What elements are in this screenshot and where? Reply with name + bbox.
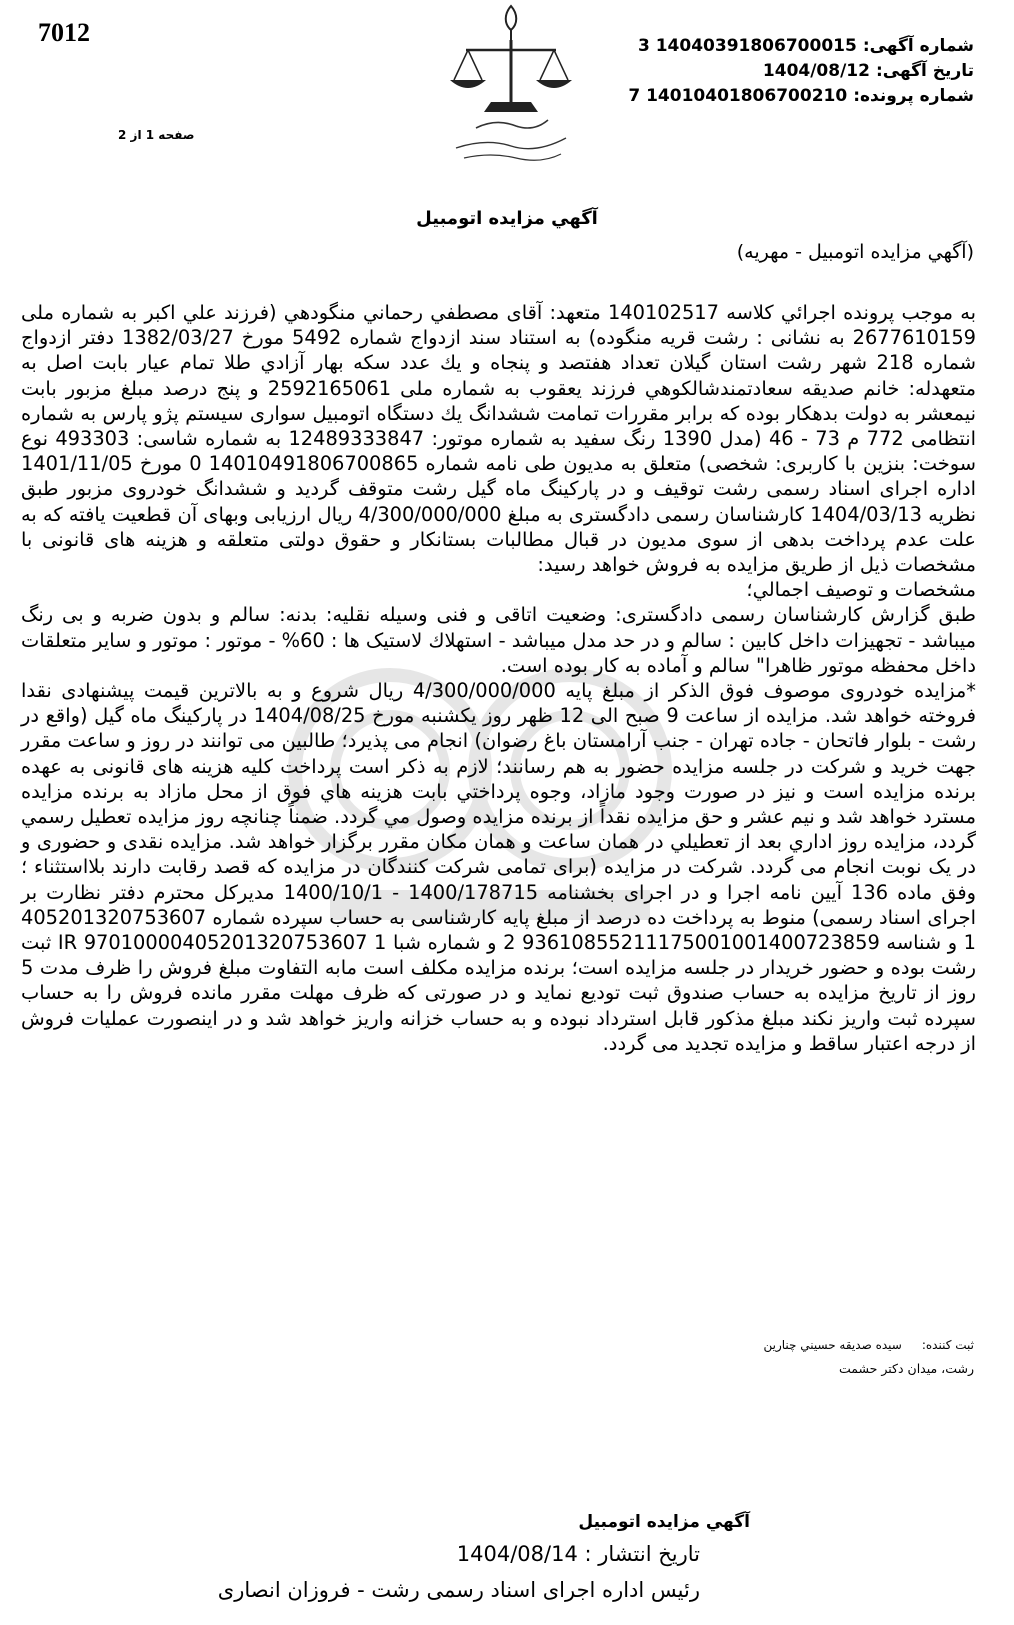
ad-date-value: 1404/08/12 <box>762 61 870 81</box>
ad-code: 7012 <box>38 18 90 47</box>
notice-body <box>21 300 976 1056</box>
registrar-name: سيده صديقه حسيني چنارين <box>763 1338 902 1352</box>
ad-metadata <box>594 34 974 109</box>
ad-number-row <box>594 34 974 59</box>
signatory: رئيس اداره اجرای اسناد رسمی رشت - فروزان انصاری <box>217 1578 700 1602</box>
office-address: رشت، ميدان دكتر حشمت <box>839 1361 974 1376</box>
registrar-label: ثبت كننده: <box>921 1338 974 1352</box>
case-number-value: 14010401806700210 7 <box>628 86 848 106</box>
body-paragraph-auction-terms: *مزايده خودروی موصوف فوق الذكر از مبلغ پايه 4/300/000/000 ريال شروع و به بالاترين قيمت پیشنهادی نقدا فروخته خواهد شد. مزايده از ساعت 9 صبح الی 12 ظهر روز يكشنبه مورخ 1404/08/25 در پاركينگ ماه گيل (واقع در رشت - بلوار فاتحان - جاده تهران - جنب آرامستان باغ رضوان) انجام می پذيرد؛ طالبين می توانند در روز و ساعت مقرر جهت خريد و شركت در جلسه مزايده حضور به هم رسانند؛ لازم به ذكر است پرداخت كليه هزينه های قانونی به عهده برنده مزايده است و نيز در صورت وجود مازاد، وجوه پرداختي بابت هزينه هاي فوق از محل مازاد به برنده مزايده مسترد خواهد شد و نيم عشر و حق مزايده نقداً از برنده مزايده وصول مي گردد. ضمناً چنانچه روز مزايده تعطيل رسمي گردد، مزايده روز اداري بعد از تعطيلي در همان ساعت و همان مكان مقرر برگزار خواهد شد. مزايده نقدی و حضوری و در يک نوبت انجام می گردد. شركت در مزايده (برای تمامی شركت كنندگان در مزايده كه قصد رقابت دارند بلااستثناء ؛ وفق ماده 136 آيين نامه اجرا و در اجرای بخشنامه 1400/178715 - 1400/10/1 مديركل محترم دفتر نظارت بر اجرای اسناد رسمی) منوط به پرداخت ده درصد از مبلغ پايه كارشناسی به حساب سپرده شماره 405201320753607 1 و شناسه 93610855211175001001400723859 2 و شماره شبا IR 97010000405201320753607 1 ثبت رشت بوده و حضور خريدار در جلسه مزايده است؛ برنده مزايده مكلف است مابه التفاوت مبلغ فروش را ظرف مدت 5 روز از تاريخ مزايده به حساب صندوق ثبت توديع نمايد و در صورتی كه ظرف مهلت مقرر مانده فروش را به حساب سپرده ثبت واريز نكند مبلغ مذكور قابل استرداد نبوده و به حساب خزانه واريز خواهد شد و در اينصورت عمليات فروش از درجه اعتبار ساقط و مزايده تجديد می گردد. <box>21 679 977 1055</box>
footer-title: آگهي مزايده اتومبيل <box>578 1512 750 1532</box>
body-paragraph-case: به موجب پرونده اجرائي كلاسه 140102517 متعهد: آقای مصطفي رحماني منگودهي (فرزند علي اكبر به شماره ملی 2677610159 به نشانی : رشت قریه منگوده) به استناد سند ازدواج شماره 5492 مورخ 1382/03/27 دفتر ازدواج شماره 218 شهر رشت استان گيلان تعداد هفتصد و پنجاه و يك عدد سكه بهار آزادي طلا تمام عيار بابت اصل به متعهدله: خانم صديقه سعادتمندشالكوهي فرزند يعقوب به شماره ملی 2592165061 و پنج درصد مبلغ مزبور بابت نیمعشر به دولت بدهكار بوده كه برابر مقررات تمامت ششدانگ يك دستگاه اتومبيل سواری سیستم پژو پارس به شماره انتظامی 772 م 73 - 46 (مدل 1390 رنگ سفيد به شماره موتور: 12489333847 به شماره شاسی: 493303 نوع سوخت: بنزين با كاربری: شخصی) متعلق به مدیون طی نامه شماره 14010491806700865 0 مورخ 1401/11/05 اداره اجرای اسناد رسمی رشت توقیف و در پاركينگ ماه گيل رشت متوقف گرديد و ششدانگ خودروی مزبور طبق نظریه 1404/03/13 كارشناسان رسمی دادگستری به مبلغ 4/300/000/000 ريال ارزيابی وبهای آن قطعیت یافته که به علت عدم پرداخت بدهی از سوی مدیون در قبال مطالبات بستانکار و حقوق دولتی متعلقه و هزینه های قانونی با مشخصات ذیل از طریق مزایده به فروش خواهد رسید: <box>21 301 976 577</box>
publish-date: تاریخ انتشار : 1404/08/14 <box>456 1542 700 1566</box>
body-paragraph-expert-report: طبق گزارش كارشناسان رسمی دادگستری: وضعيت اتاقی و فنی وسيله نقليه: بدنه: سالم و بدون ضربه و بی رنگ ميباشد - تجهيزات داخل كابين : سالم و در حد مدل ميباشد - استهلاك لاستيک ها : 60% - موتور : موتور و ساير متعلقات داخل محفظه موتور ظاهرا" سالم و آماده به كار بوده است. <box>21 603 976 677</box>
judiciary-scales-emblem-icon <box>436 0 586 175</box>
case-number-row <box>594 84 974 109</box>
notice-title: آگهي مزايده اتومبيل <box>416 208 598 229</box>
page-indicator: صفحه 1 از 2 <box>118 128 195 142</box>
ad-date-row <box>594 59 974 84</box>
body-paragraph-spec-heading: مشخصات و توصيف اجمالي؛ <box>746 578 976 602</box>
case-number-label: شماره پرونده: <box>853 86 974 106</box>
ad-date-label: تاریخ آگهی: <box>875 61 974 81</box>
registrar <box>763 1338 974 1352</box>
ad-number-value: 14040391806700015 3 <box>637 36 857 56</box>
notice-subtitle: (آگهي مزايده اتومبيل - مهريه) <box>736 241 974 263</box>
ad-number-label: شماره آگهی: <box>862 36 974 56</box>
